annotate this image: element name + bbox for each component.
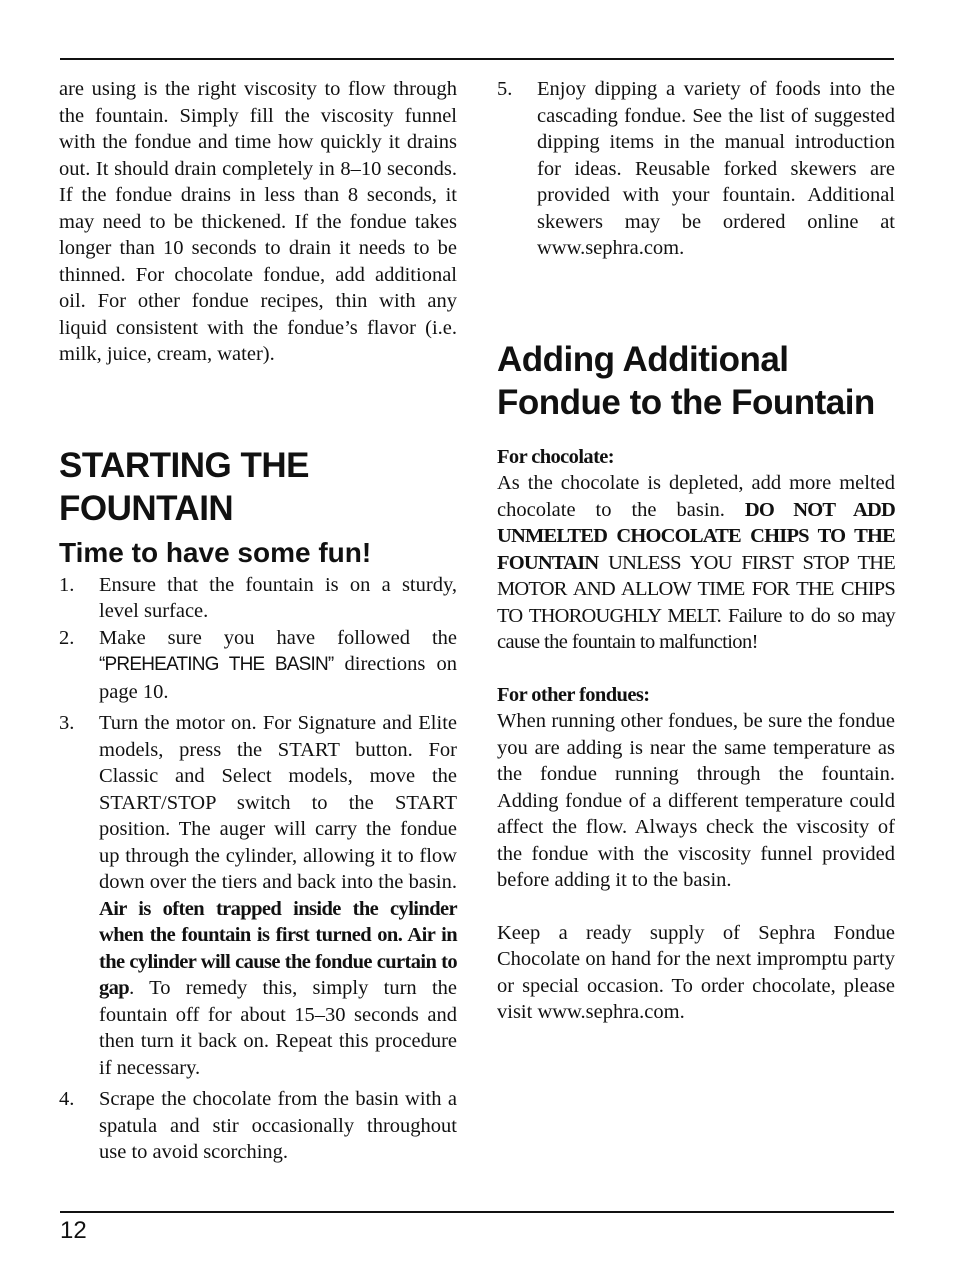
steps-list	[59, 572, 457, 1166]
list-item	[497, 76, 895, 262]
step-number: 1.	[59, 573, 75, 596]
step-text: Scrape the chocolate from the basin with a spatula and stir occasionally throughout use to avoid scorching.	[99, 1088, 457, 1163]
step-text: . To remedy this, simply turn the fountain off for about 15–30 seconds and then turn it back on. Repeat this procedure if necessary.	[99, 977, 457, 1079]
left-column	[59, 76, 457, 1166]
page-number: 12	[60, 1217, 87, 1244]
intro-paragraph: are using is the right viscosity to flow through the fountain. Simply fill the viscosity funnel with the fondue and time how quickly it drains out. It should drain completely in 8–10 seconds. If the fondue drains in less than 8 seconds, it may need to be thickened. If the fondue takes longer than 10 seconds to drain it needs to be thinned. For chocolate fondue, add additional oil. For other fondue recipes, thin with any liquid consistent with the fondue’s flavor (i.e. milk, juice, cream, water).	[59, 78, 457, 365]
step-number: 3.	[59, 712, 75, 734]
section-heading	[497, 338, 895, 424]
section-heading-line2: Fondue to the Fountain	[497, 382, 875, 422]
chocolate-text: As the chocolate is depleted, add more melted chocolate to the basin.	[497, 472, 895, 521]
step-text: Turn the motor on. For Signature and Elite models, press the START button. For Classic and Select models, move the START/STOP switch to the START position. The auger will carry the fondue up through the cylinder, allowing it to flow down over the tiers and back into the basin.	[99, 712, 457, 893]
steps-list-continued	[497, 76, 895, 262]
step-reference: “PREHEATING THE BASIN”	[99, 654, 334, 675]
other-fondues-paragraph: When running other fondues, be sure the fondue you are adding is near the same temperature as the fondue running through the fountain. Adding fondue of a different temperature could affect the flow. Always check the viscosity of the fondue with the viscosity funnel provided before adding it to the basin.	[497, 710, 895, 891]
section-subheading: Time to have some fun!	[59, 536, 372, 568]
list-item	[59, 625, 457, 706]
step-number: 4.	[59, 1088, 75, 1110]
bottom-rule	[60, 1211, 894, 1213]
section-heading-line1: STARTING THE	[59, 445, 310, 485]
top-rule	[60, 58, 894, 60]
chocolate-caps-text: UNLESS YOU FIRST STOP THE MOTOR AND ALLOW TIME FOR THE CHIPS TO THOROUGHLY MELT.	[497, 551, 895, 627]
step-text: Ensure that the fountain is on a sturdy, level surface.	[99, 573, 457, 622]
closing-paragraph: Keep a ready supply of Sephra Fondue Chocolate on hand for the next impromptu party or special occasion. To order chocolate, please visit www.sephra.com.	[497, 921, 895, 1023]
step-text: Enjoy dipping a variety of foods into the cascading fondue. See the list of suggested dipping items in the manual introduction for ideas. Reusable forked skewers are provided with your fountain. Additional skewers may be ordered online at www.sephra.com.	[537, 78, 895, 259]
step-warning: Air is often trapped inside the cylinder when the fountain is first turned on. Air in the cylinder will cause the fondue curtain to gap	[99, 897, 457, 999]
list-item	[59, 572, 457, 625]
step-text: Make sure you have followed the	[99, 626, 457, 649]
other-fondues-label: For other fondues:	[497, 683, 650, 706]
chocolate-paragraph	[497, 470, 895, 656]
section-heading-line2: FOUNTAIN	[59, 488, 234, 528]
step-number: 2.	[59, 626, 75, 649]
chocolate-text-end: Failure to do so may cause the fountain to malfunction!	[497, 604, 895, 653]
list-item	[59, 1086, 457, 1166]
right-column	[497, 76, 895, 1026]
list-item	[59, 710, 457, 1081]
chocolate-warning: DO NOT ADD UNMELTED CHOCOLATE CHIPS TO THE FOUNTAIN	[497, 498, 895, 574]
step-text: directions on page 10.	[99, 653, 457, 703]
section-heading	[59, 444, 457, 530]
section-heading-line1: Adding Additional	[497, 339, 789, 379]
chocolate-label: For chocolate:	[497, 445, 615, 468]
step-number: 5.	[497, 78, 513, 100]
